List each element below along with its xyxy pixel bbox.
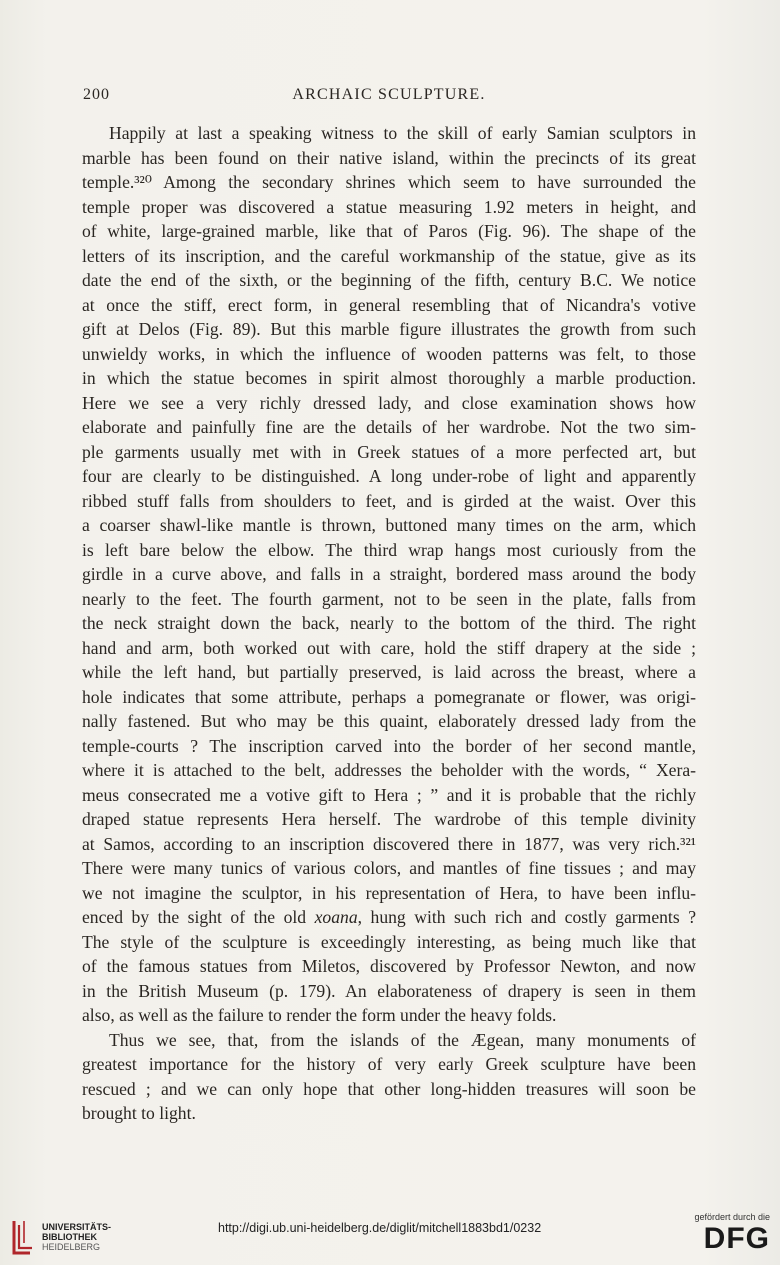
body-line: draped statue represents Hera herself. The wardrobe of this temple divinity	[82, 809, 696, 829]
page-number: 200	[83, 86, 110, 103]
library-name-line1: UNIVERSITÄTS-	[42, 1222, 112, 1232]
body-line: rescued ; and we can only hope that other long-hidden treasures will soon be	[82, 1078, 696, 1099]
body-line: ribbed stuff falls from shoulders to feet, and is girded at the waist. Over this	[82, 490, 696, 511]
body-line: at Samos, according to an inscription discovered there in 1877, was very rich.³²¹	[82, 833, 696, 854]
dfg-logo[interactable]	[690, 1212, 770, 1262]
body-line: elaborate and painfully fine are the details of her wardrobe. Not the two sim-	[82, 417, 696, 437]
library-logo[interactable]	[8, 1217, 138, 1261]
body-line: of the famous statues from Miletos, discovered by Professor Newton, and now	[82, 956, 696, 976]
library-name-line2: BIBLIOTHEK	[42, 1232, 97, 1242]
library-name-line3: HEIDELBERG	[42, 1242, 101, 1252]
body-line: unwieldy works, in which the influence of wooden patterns was felt, to those	[82, 343, 696, 364]
body-line: temple proper was discovered a statue measuring 1.92 meters in height, and	[82, 196, 696, 217]
body-line: four are clearly to be distinguished. A long under-robe of light and apparently	[82, 466, 696, 486]
body-text	[82, 121, 696, 1126]
footer-bar	[0, 1210, 780, 1265]
body-line: also, as well as the failure to render the form under the heavy folds.	[82, 1005, 557, 1025]
body-line: Thus we see, that, from the islands of the Ægean, many monuments of	[109, 1029, 696, 1050]
body-line: greatest importance for the history of very early Greek sculpture have been	[82, 1054, 696, 1074]
body-line: is left bare below the elbow. The third wrap hangs most curiously from the	[82, 539, 696, 560]
body-line: Happily at last a speaking witness to the skill of early Samian sculptors in	[109, 123, 696, 143]
body-line: while the left hand, but partially preserved, is laid across the breast, where a	[82, 662, 696, 682]
body-line: of white, large-grained marble, like that of Paros (Fig. 96). The shape of the	[82, 221, 696, 241]
body-line: brought to light.	[82, 1103, 196, 1123]
body-line: There were many tunics of various colors, and mantles of fine tissues ; and may	[82, 858, 696, 878]
body-line: nearly to the feet. The fourth garment, not to be seen in the plate, falls from	[82, 588, 696, 609]
funder-caption: gefördert durch die	[694, 1212, 770, 1222]
body-line: enced by the sight of the old xoana, hung with such rich and costly garments ?	[82, 907, 696, 927]
page-header	[83, 86, 695, 110]
source-url-link[interactable]: http://digi.ub.uni-heidelberg.de/diglit/mitchell1883bd1/0232	[218, 1221, 542, 1235]
body-line: Here we see a very richly dressed lady, and close examination shows how	[82, 392, 696, 413]
body-line: date the end of the sixth, or the beginning of the fifth, century B.C. We notice	[82, 270, 696, 290]
body-line: hand and arm, both worked out with care, hold the stiff drapery at the side ;	[82, 637, 696, 658]
body-line: in the British Museum (p. 179). An elaborateness of drapery is seen in them	[82, 980, 696, 1001]
body-line: temple.³²⁰ Among the secondary shrines which seem to have surrounded the	[82, 172, 696, 192]
body-line: girdle in a curve above, and falls in a straight, bordered mass around the body	[82, 564, 696, 584]
dfg-logo-text: DFG	[703, 1222, 770, 1255]
body-line: meus consecrated me a votive gift to Hera ; ” and it is probable that the richly	[82, 784, 696, 805]
body-line: temple-courts ? The inscription carved into the border of her second mantle,	[82, 735, 696, 756]
library-logo-icon	[8, 1217, 36, 1257]
body-line: letters of its inscription, and the careful workmanship of the statue, give as its	[82, 245, 696, 266]
body-line: gift at Delos (Fig. 89). But this marble figure illustrates the growth from such	[82, 319, 696, 339]
body-line: The style of the sculpture is exceedingly interesting, as being much like that	[82, 931, 696, 952]
body-line: the neck straight down the back, nearly to the bottom of the third. The right	[82, 613, 696, 633]
body-line: at once the stiff, erect form, in general resembling that of Nicandra's votive	[82, 294, 696, 315]
body-line: in which the statue becomes in spirit almost thoroughly a marble production.	[82, 368, 696, 388]
body-line: where it is attached to the belt, addresses the beholder with the words, “ Xera-	[82, 760, 696, 780]
body-line: we not imagine the sculptor, in his representation of Hera, to have been influ-	[82, 882, 696, 903]
body-line: ple garments usually met with in Greek statues of a more perfected art, but	[82, 441, 696, 462]
body-line: nally fastened. But who may be this quaint, elaborately dressed lady from the	[82, 711, 696, 731]
body-line: marble has been found on their native island, within the precincts of its great	[82, 147, 696, 168]
body-line: hole indicates that some attribute, perhaps a pomegranate or flower, was origi-	[82, 686, 696, 707]
running-head: ARCHAIC SCULPTURE.	[292, 86, 486, 103]
body-line: a coarser shawl-like mantle is thrown, buttoned many times on the arm, which	[82, 515, 696, 535]
